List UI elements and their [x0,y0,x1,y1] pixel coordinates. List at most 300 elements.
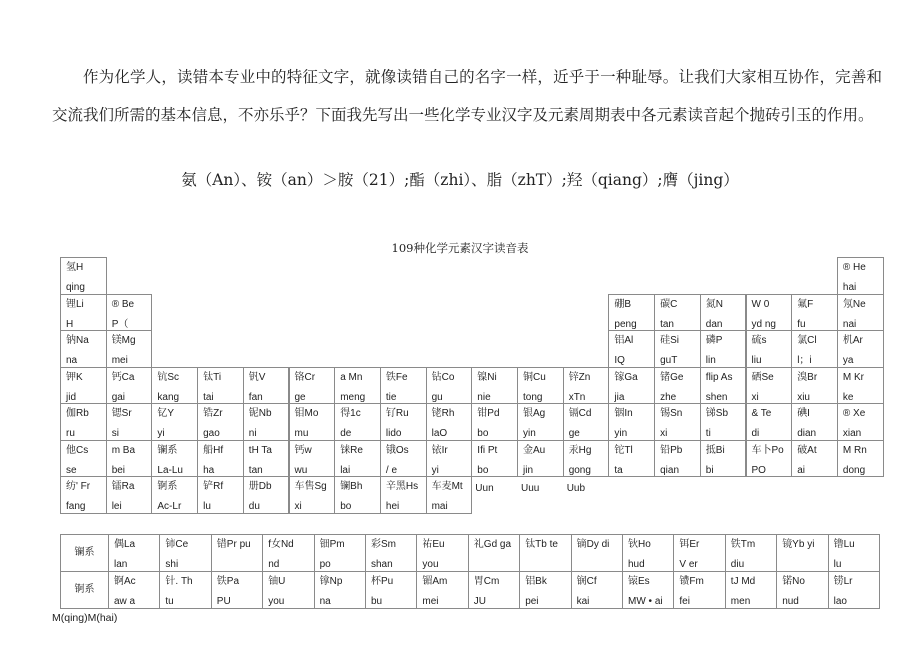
element-cell [746,294,793,332]
element-cell [700,367,747,405]
element-pinyin: l；i [797,355,812,366]
element-pinyin: dan [705,318,723,330]
element-pinyin: V er [679,559,698,570]
element-name: 钌Ru [385,408,409,419]
element-name: 车售Sg [294,481,327,492]
element-pinyin: yi [157,428,165,439]
element-name: 氮N [705,298,724,310]
element-pinyin: de [340,428,352,439]
element-cell [60,403,107,441]
series-element-cell [159,571,211,609]
element-cell [746,403,793,441]
element-pinyin: gai [111,391,126,403]
element-pinyin: xi [294,501,302,512]
element-cell [289,476,336,514]
element-pinyin: dian [797,428,817,439]
element-name: 铅Pb [660,444,683,456]
series-element-cell [108,571,160,609]
element-pinyin: lan [114,559,128,570]
series-element-cell [571,534,623,572]
element-name: 镧系 [157,444,178,456]
element-cell [426,440,473,478]
element-name: 镜Yb yi [782,539,815,550]
element-name: 偶La [114,539,136,550]
element-name: 锿Es [628,576,650,587]
element-name: 镥Lu [833,539,855,550]
element-name: 彩Sm [371,539,396,550]
element-pinyin: ai [797,464,805,476]
element-cell [151,476,198,514]
element-name: M Rn [842,444,867,456]
element-name: tJ Md [730,576,756,587]
element-cell [475,483,493,494]
series-element-cell [828,571,880,609]
element-pinyin: kai [576,596,590,607]
series-element-cell [828,534,880,572]
element-pinyin: ha [203,464,215,476]
element-pinyin: hud [628,559,645,570]
element-pinyin: mei [422,596,439,607]
element-cell [60,440,107,478]
element-pinyin: jin [523,464,534,476]
element-pinyin: ta [614,464,623,476]
element-name: ® He [842,262,866,273]
element-name: 铈Ce [165,539,189,550]
element-name: 银Ag [523,408,546,419]
series-element-cell [519,571,571,609]
element-pinyin: po [319,559,331,570]
element-cell [471,367,518,405]
element-name: 镧Bh [340,481,363,492]
element-name: 硅Si [660,335,679,346]
element-pinyin: nai [842,318,857,330]
element-cell [380,440,427,478]
element-cell [563,367,610,405]
series-element-cell [314,571,366,609]
element-pinyin: lu [833,559,842,570]
element-name: 镉Cd [568,408,592,419]
element-name: 溴Br [797,371,818,383]
element-pinyin: you [422,559,439,570]
element-name: 硫s [751,335,767,346]
element-name: 氢H [66,262,84,273]
element-name: 船Hf [203,444,224,456]
element-name: f女Nd [268,539,294,550]
element-cell [608,367,655,405]
element-pinyin: P（ [111,318,129,330]
element-pinyin: jid [66,391,77,403]
element-cell [746,330,793,368]
element-pinyin: yin [614,428,628,439]
element-name: 镁Mg [111,335,136,346]
element-pinyin: PU [216,596,231,607]
element-cell [197,440,244,478]
element-name: 得1c [340,408,361,419]
element-name: 胃Cm [473,576,500,587]
element-pinyin: tai [203,391,214,403]
element-name: 锕系 [157,481,178,492]
series-element-cell [108,534,160,572]
element-cell [471,440,518,478]
series-element-cell [262,571,314,609]
element-pinyin: bo [477,428,489,439]
element-pinyin: mai [431,501,448,512]
element-pinyin: ya [842,355,854,366]
element-pinyin: Ac-Lr [157,501,182,512]
element-cell [837,403,884,441]
element-pinyin: PO [751,464,766,476]
element-cell [106,367,153,405]
pronunciation-examples: 氨（An）、铵（an）＞胺（21）;酯（zhi）、脂（zhT）;羟（qiang）;膺（jing） [181,171,739,189]
element-cell [700,403,747,441]
element-name: 钛Ti [203,371,222,383]
element-pinyin: bo [340,501,352,512]
element-pinyin: se [66,464,77,476]
series-element-cell [416,571,468,609]
element-pinyin: lao [833,596,847,607]
element-name: flip As [705,371,733,383]
element-pinyin: tong [523,391,543,403]
element-cell [567,483,585,494]
element-name: 铼Re [340,444,363,456]
element-pinyin: du [248,501,260,512]
element-name: 铊Tl [614,444,633,456]
element-pinyin: fang [66,501,86,512]
element-cell [60,294,107,332]
element-name: 硒Se [751,371,774,383]
element-pinyin: tie [385,391,397,403]
element-name: 铑Rh [431,408,455,419]
element-name: 镓Ga [614,371,638,383]
element-cell [517,367,564,405]
element-name: 碘I [797,408,810,419]
element-pinyin: hei [385,501,400,512]
element-name: 伽Rb [66,408,89,419]
element-name: 钒V [248,371,266,383]
element-pinyin: dong [842,464,866,476]
element-pinyin: mei [111,355,128,366]
element-name: 氟F [797,298,814,310]
element-name: 破At [797,444,817,456]
element-name: 钠Na [66,335,89,346]
element-pinyin: yd ng [751,318,776,330]
element-cell [334,476,381,514]
element-name: ® Be [111,298,135,310]
series-label: 锕系 [60,571,109,609]
element-name: 铒Er [679,539,700,550]
element-name: 钿Pm [319,539,345,550]
element-name: 铌Nb [248,408,272,419]
element-pinyin: jia [614,391,625,403]
element-name: 铀U [268,576,286,587]
element-cell [837,294,884,332]
element-pinyin: men [730,596,751,607]
series-element-cell [571,571,623,609]
element-name: 针. Th [165,576,193,587]
element-pinyin: na [319,596,331,607]
element-name: 铜Cu [523,371,546,383]
element-name: 锑Sb [705,408,729,419]
element-name: 铁Tm [730,539,756,550]
element-name: tH Ta [248,444,272,456]
element-name: 氯Cl [797,335,817,346]
element-cell [289,367,336,405]
element-pinyin: qian [660,464,679,476]
element-cell [654,294,701,332]
element-pinyin: ru [66,428,75,439]
series-element-cell [673,571,725,609]
intro-paragraph: 作为化学人，读错本专业中的特征文字，就像读错自己的名字一样，近乎于一种耻辱。让我们大家相互协作，完善和交流我们所需的基本信息，不亦乐乎？下面我先写出一些化学专业汉字及元素周期表中各元素读音起个抛砖引玉的作用。 [52,68,882,124]
element-cell [563,403,610,441]
element-name: W 0 [751,298,770,310]
element-pinyin: ni [248,428,257,439]
element-name: 锶Sr [111,408,132,419]
element-name: 钳Pd [477,408,500,419]
element-cell [608,440,655,478]
element-name: 铟In [614,408,633,419]
element-name: 铝Al [614,335,634,346]
series-element-cell [365,571,417,609]
element-pinyin: diu [730,559,745,570]
element-pinyin: xi [751,391,759,403]
element-cell [334,440,381,478]
element-pinyin: H [66,318,74,330]
element-name: 碳C [660,298,678,310]
element-pinyin: / e [385,464,398,476]
element-name: 铁Pa [216,576,240,587]
element-cell [700,440,747,478]
element-name: a Mn [340,371,363,383]
element-pinyin: nud [782,596,799,607]
element-name: ® Xe [842,408,866,419]
element-pinyin: pei [525,596,539,607]
element-name: & Te [751,408,772,419]
element-name: 镎Np [319,576,343,587]
element-cell [197,476,244,514]
element-name: 钛Tb te [525,539,558,550]
element-cell [60,367,107,405]
footnote: M(qing)M(hai) [52,612,118,624]
element-cell [151,367,198,405]
element-name: M Kr [842,371,864,383]
series-element-cell [365,534,417,572]
element-name: m Ba [111,444,136,456]
element-cell [151,403,198,441]
element-pinyin: ti [705,428,711,439]
element-name: 铝Bk [525,576,547,587]
element-cell [791,367,838,405]
element-pinyin: bu [371,596,383,607]
element-name: 车麦Mt [431,481,463,492]
series-element-cell [725,571,777,609]
series-element-cell [468,571,520,609]
element-pinyin: MW • ai [628,596,663,607]
series-element-cell [725,534,777,572]
element-pinyin: gong [568,464,591,476]
element-name: 纺' Fr [66,481,91,492]
element-name: 错Pr pu [216,539,251,550]
series-element-cell [416,534,468,572]
element-pinyin: aw a [114,596,136,607]
element-cell [608,403,655,441]
element-cell [243,476,290,514]
element-pinyin: xi [660,428,668,439]
element-cell [106,440,153,478]
element-name: 铹Lr [833,576,853,587]
element-name: 钙w [294,444,312,456]
series-element-cell [622,534,674,572]
element-name: 镭Ra [111,481,135,492]
element-name: 汞Hg [568,444,592,456]
element-cell [837,330,884,368]
element-name: 机Ar [842,335,863,346]
element-cell [106,476,153,514]
element-cell [289,403,336,441]
element-name: Uun [475,483,494,494]
element-pinyin: ke [842,391,854,403]
element-pinyin: meng [340,391,366,403]
element-name: 册Db [248,481,272,492]
element-pinyin: shi [165,559,179,570]
element-name: 他Cs [66,444,89,456]
element-cell [243,403,290,441]
element-pinyin: bei [111,464,126,476]
element-pinyin: bi [705,464,714,476]
element-name: 锌Zn [568,371,591,383]
element-cell [746,440,793,478]
element-pinyin: hai [842,282,857,293]
element-cell [654,440,701,478]
element-pinyin: ge [568,428,580,439]
element-name: 铁Fe [385,371,408,383]
element-pinyin: ge [294,391,306,403]
series-element-cell [468,534,520,572]
element-pinyin: gu [431,391,443,403]
element-cell [243,367,290,405]
element-name: 锎Cf [576,576,597,587]
element-pinyin: bo [477,464,489,476]
element-pinyin: tan [660,318,674,330]
element-name: 钻Co [431,371,455,383]
element-name: 钪Sc [157,371,180,383]
element-pinyin: xTn [568,391,586,403]
element-cell [654,367,701,405]
element-cell [837,257,884,295]
element-name: 钬Ho [628,539,651,550]
element-pinyin: lu [203,501,211,512]
element-name: 车卜Po [751,444,784,456]
element-name: 辛黑Hs [385,481,419,492]
element-pinyin: you [268,596,285,607]
element-cell [289,440,336,478]
element-name: 钼Mo [294,408,319,419]
element-cell [380,403,427,441]
element-pinyin: na [66,355,78,366]
element-name: 钙Ca [111,371,135,383]
element-pinyin: lido [385,428,402,439]
element-pinyin: wu [294,464,308,476]
element-cell [521,483,539,494]
series-element-cell [673,534,725,572]
element-name: 钾K [66,371,83,383]
element-pinyin: shan [371,559,393,570]
table-title: 109种化学元素汉字读音表 [391,241,529,255]
element-pinyin: lin [705,355,716,366]
element-cell [197,403,244,441]
element-name: Ifi Pt [477,444,498,456]
element-name: 铲Rf [203,481,224,492]
series-element-cell [776,534,828,572]
element-pinyin: kang [157,391,180,403]
element-pinyin: yin [523,428,536,439]
element-pinyin: fan [248,391,263,403]
element-pinyin: zhe [660,391,677,403]
element-pinyin: si [111,428,119,439]
element-cell [700,294,747,332]
element-pinyin: shen [705,391,728,403]
series-element-cell [622,571,674,609]
series-element-cell [211,571,263,609]
element-name: Uub [566,483,586,494]
element-name: 钇Y [157,408,175,419]
element-cell [106,403,153,441]
element-pinyin: gao [203,428,220,439]
element-pinyin: JU [473,596,487,607]
element-cell [837,440,884,478]
element-pinyin: nd [268,559,280,570]
element-name: 杯Pu [371,576,394,587]
element-pinyin: xiu [797,391,810,403]
element-cell [60,476,107,514]
element-pinyin: tu [165,596,174,607]
element-name: 锘No [782,576,805,587]
series-element-cell [262,534,314,572]
element-cell [60,257,107,295]
element-pinyin: IQ [614,355,625,366]
series-element-cell [159,534,211,572]
element-name: 磷P [705,335,723,346]
element-cell [746,367,793,405]
element-cell [654,403,701,441]
element-cell [380,367,427,405]
element-cell [426,476,473,514]
element-cell [791,440,838,478]
element-pinyin: qing [66,282,85,293]
element-name: 抵Bi [705,444,725,456]
element-cell [60,330,107,368]
element-name: Uuu [521,483,540,494]
element-cell [791,294,838,332]
element-name: 锡Sn [660,408,683,419]
element-cell [106,330,153,368]
element-cell [563,440,610,478]
element-cell [517,440,564,478]
element-cell [151,440,198,478]
element-pinyin: lei [111,501,122,512]
element-name: 铬Cr [294,371,316,383]
element-name: 镄Fm [679,576,704,587]
series-element-cell [211,534,263,572]
element-cell [106,294,153,332]
element-pinyin: yi [431,464,439,476]
element-cell [837,367,884,405]
element-name: 礼Gd ga [473,539,512,550]
element-pinyin: nie [477,391,491,403]
element-pinyin: mu [294,428,309,439]
element-cell [791,403,838,441]
element-cell [426,367,473,405]
element-cell [380,476,427,514]
